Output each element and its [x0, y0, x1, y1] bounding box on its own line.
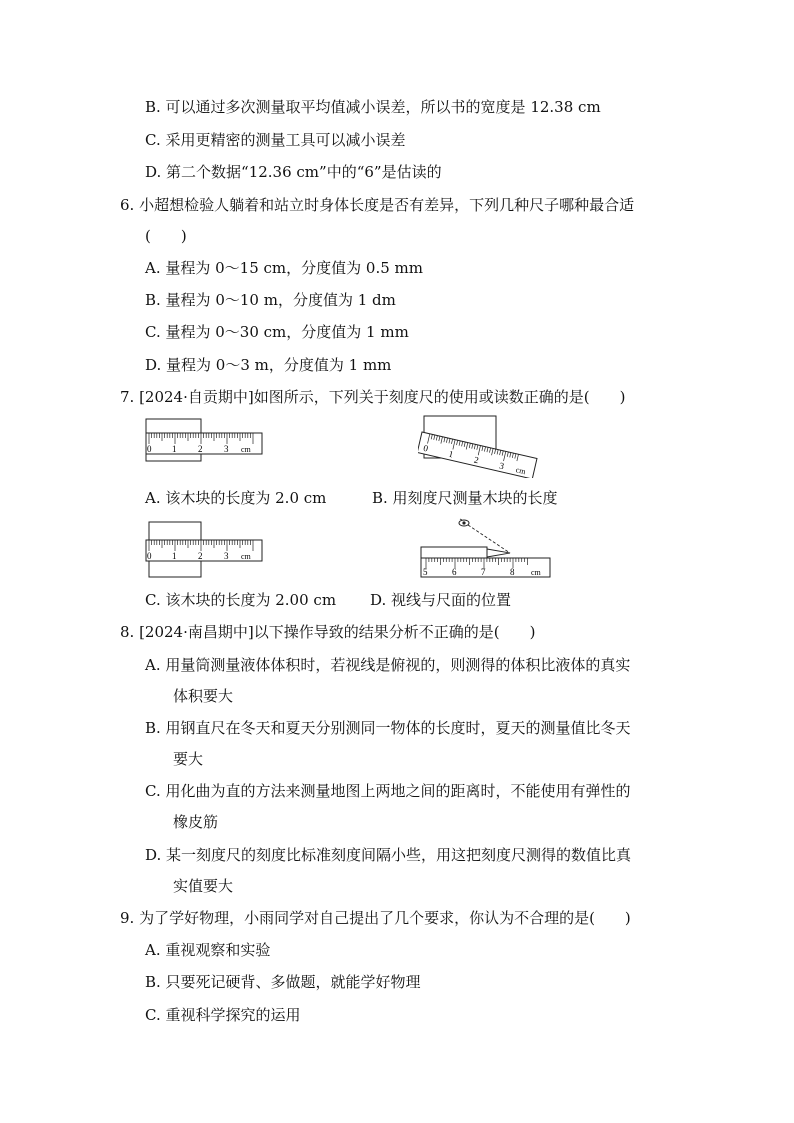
q8-option-c: C. 用化曲为直的方法来测量地图上两地之间的距离时，不能使用有弹性的	[145, 782, 631, 800]
ruler-a-label-0: 0	[147, 444, 152, 454]
ruler-b-label-3: 3	[498, 460, 506, 472]
ruler-b-label-1: 1	[447, 448, 455, 460]
ruler-b-unit: cm	[514, 465, 527, 477]
q6-option-d: D. 量程为 0～3 m，分度值为 1 mm	[145, 356, 392, 374]
ruler-c-label-2: 2	[198, 551, 203, 561]
ruler-a-label-1: 1	[172, 444, 177, 454]
ruler-d-label-6: 6	[452, 567, 457, 577]
ruler-c-unit: cm	[241, 552, 251, 561]
q6-option-c: C. 量程为 0～30 cm，分度值为 1 mm	[145, 323, 409, 341]
q7-stem: 7. [2024·自贡期中]如图所示，下列关于刻度尺的使用或读数正确的是( )	[120, 388, 626, 406]
ruler-a-label-3: 3	[224, 444, 229, 454]
ruler-c-label-3: 3	[224, 551, 229, 561]
figure-b-tilted-ruler	[418, 412, 546, 478]
ruler-c-label-0: 0	[147, 551, 152, 561]
q8-option-d-cont: 实值要大	[173, 877, 234, 895]
ruler-b-label-2: 2	[473, 454, 480, 466]
q8-option-b-cont: 要大	[173, 750, 204, 768]
ruler-d-unit: cm	[531, 568, 541, 577]
q7-option-a: A. 该木块的长度为 2.0 cm	[145, 489, 327, 507]
q8-option-a: A. 用量筒测量液体体积时，若视线是俯视的，则测得的体积比液体的真实	[145, 656, 631, 674]
q8-option-b: B. 用钢直尺在冬天和夏天分别测同一物体的长度时，夏天的测量值比冬天	[145, 719, 631, 737]
q5-option-b: B. 可以通过多次测量取平均值减小误差，所以书的宽度是 12.38 cm	[145, 98, 601, 116]
q5-option-c: C. 采用更精密的测量工具可以减小误差	[145, 131, 406, 149]
ruler-b-label-0: 0	[422, 442, 430, 454]
figure-a-ruler	[144, 418, 266, 464]
q7-option-d: D. 视线与尺面的位置	[370, 591, 512, 609]
q9-option-b: B. 只要死记硬背、多做题，就能学好物理	[145, 973, 421, 991]
q7-option-c: C. 该木块的长度为 2.00 cm	[145, 591, 337, 609]
q6-option-a: A. 量程为 0～15 cm，分度值为 0.5 mm	[145, 259, 423, 277]
eye-icon	[459, 519, 469, 526]
figure-d-line-of-sight	[418, 515, 554, 581]
q6-option-b: B. 量程为 0～10 m，分度值为 1 dm	[145, 291, 396, 309]
q8-stem: 8. [2024·南昌期中]以下操作导致的结果分析不正确的是( )	[120, 623, 536, 641]
q6-stem: 6. 小超想检验人躺着和站立时身体长度是否有差异，下列几种尺子哪种最合适	[120, 196, 635, 214]
q5-option-d: D. 第二个数据“12.36 cm”中的“6”是估读的	[145, 163, 442, 181]
figure-c-ruler	[144, 521, 266, 579]
ruler-a-label-2: 2	[198, 444, 203, 454]
q8-option-a-cont: 体积要大	[173, 687, 234, 705]
q7-option-b: B. 用刻度尺测量木块的长度	[372, 489, 558, 507]
q8-option-d: D. 某一刻度尺的刻度比标准刻度间隔小些，用这把刻度尺测得的数值比真	[145, 846, 632, 864]
q6-answer-blank: ( )	[145, 227, 187, 245]
ruler-d-label-5: 5	[423, 567, 428, 577]
q8-option-c-cont: 橡皮筋	[173, 813, 219, 831]
q9-option-a: A. 重视观察和实验	[145, 941, 271, 959]
ruler-c-label-1: 1	[172, 551, 177, 561]
ruler-d-label-8: 8	[510, 567, 515, 577]
q9-option-c: C. 重视科学探究的运用	[145, 1006, 301, 1024]
q9-stem: 9. 为了学好物理，小雨同学对自己提出了几个要求，你认为不合理的是( )	[120, 909, 631, 927]
ruler-d-label-7: 7	[481, 567, 486, 577]
ruler-a-unit: cm	[241, 445, 251, 454]
